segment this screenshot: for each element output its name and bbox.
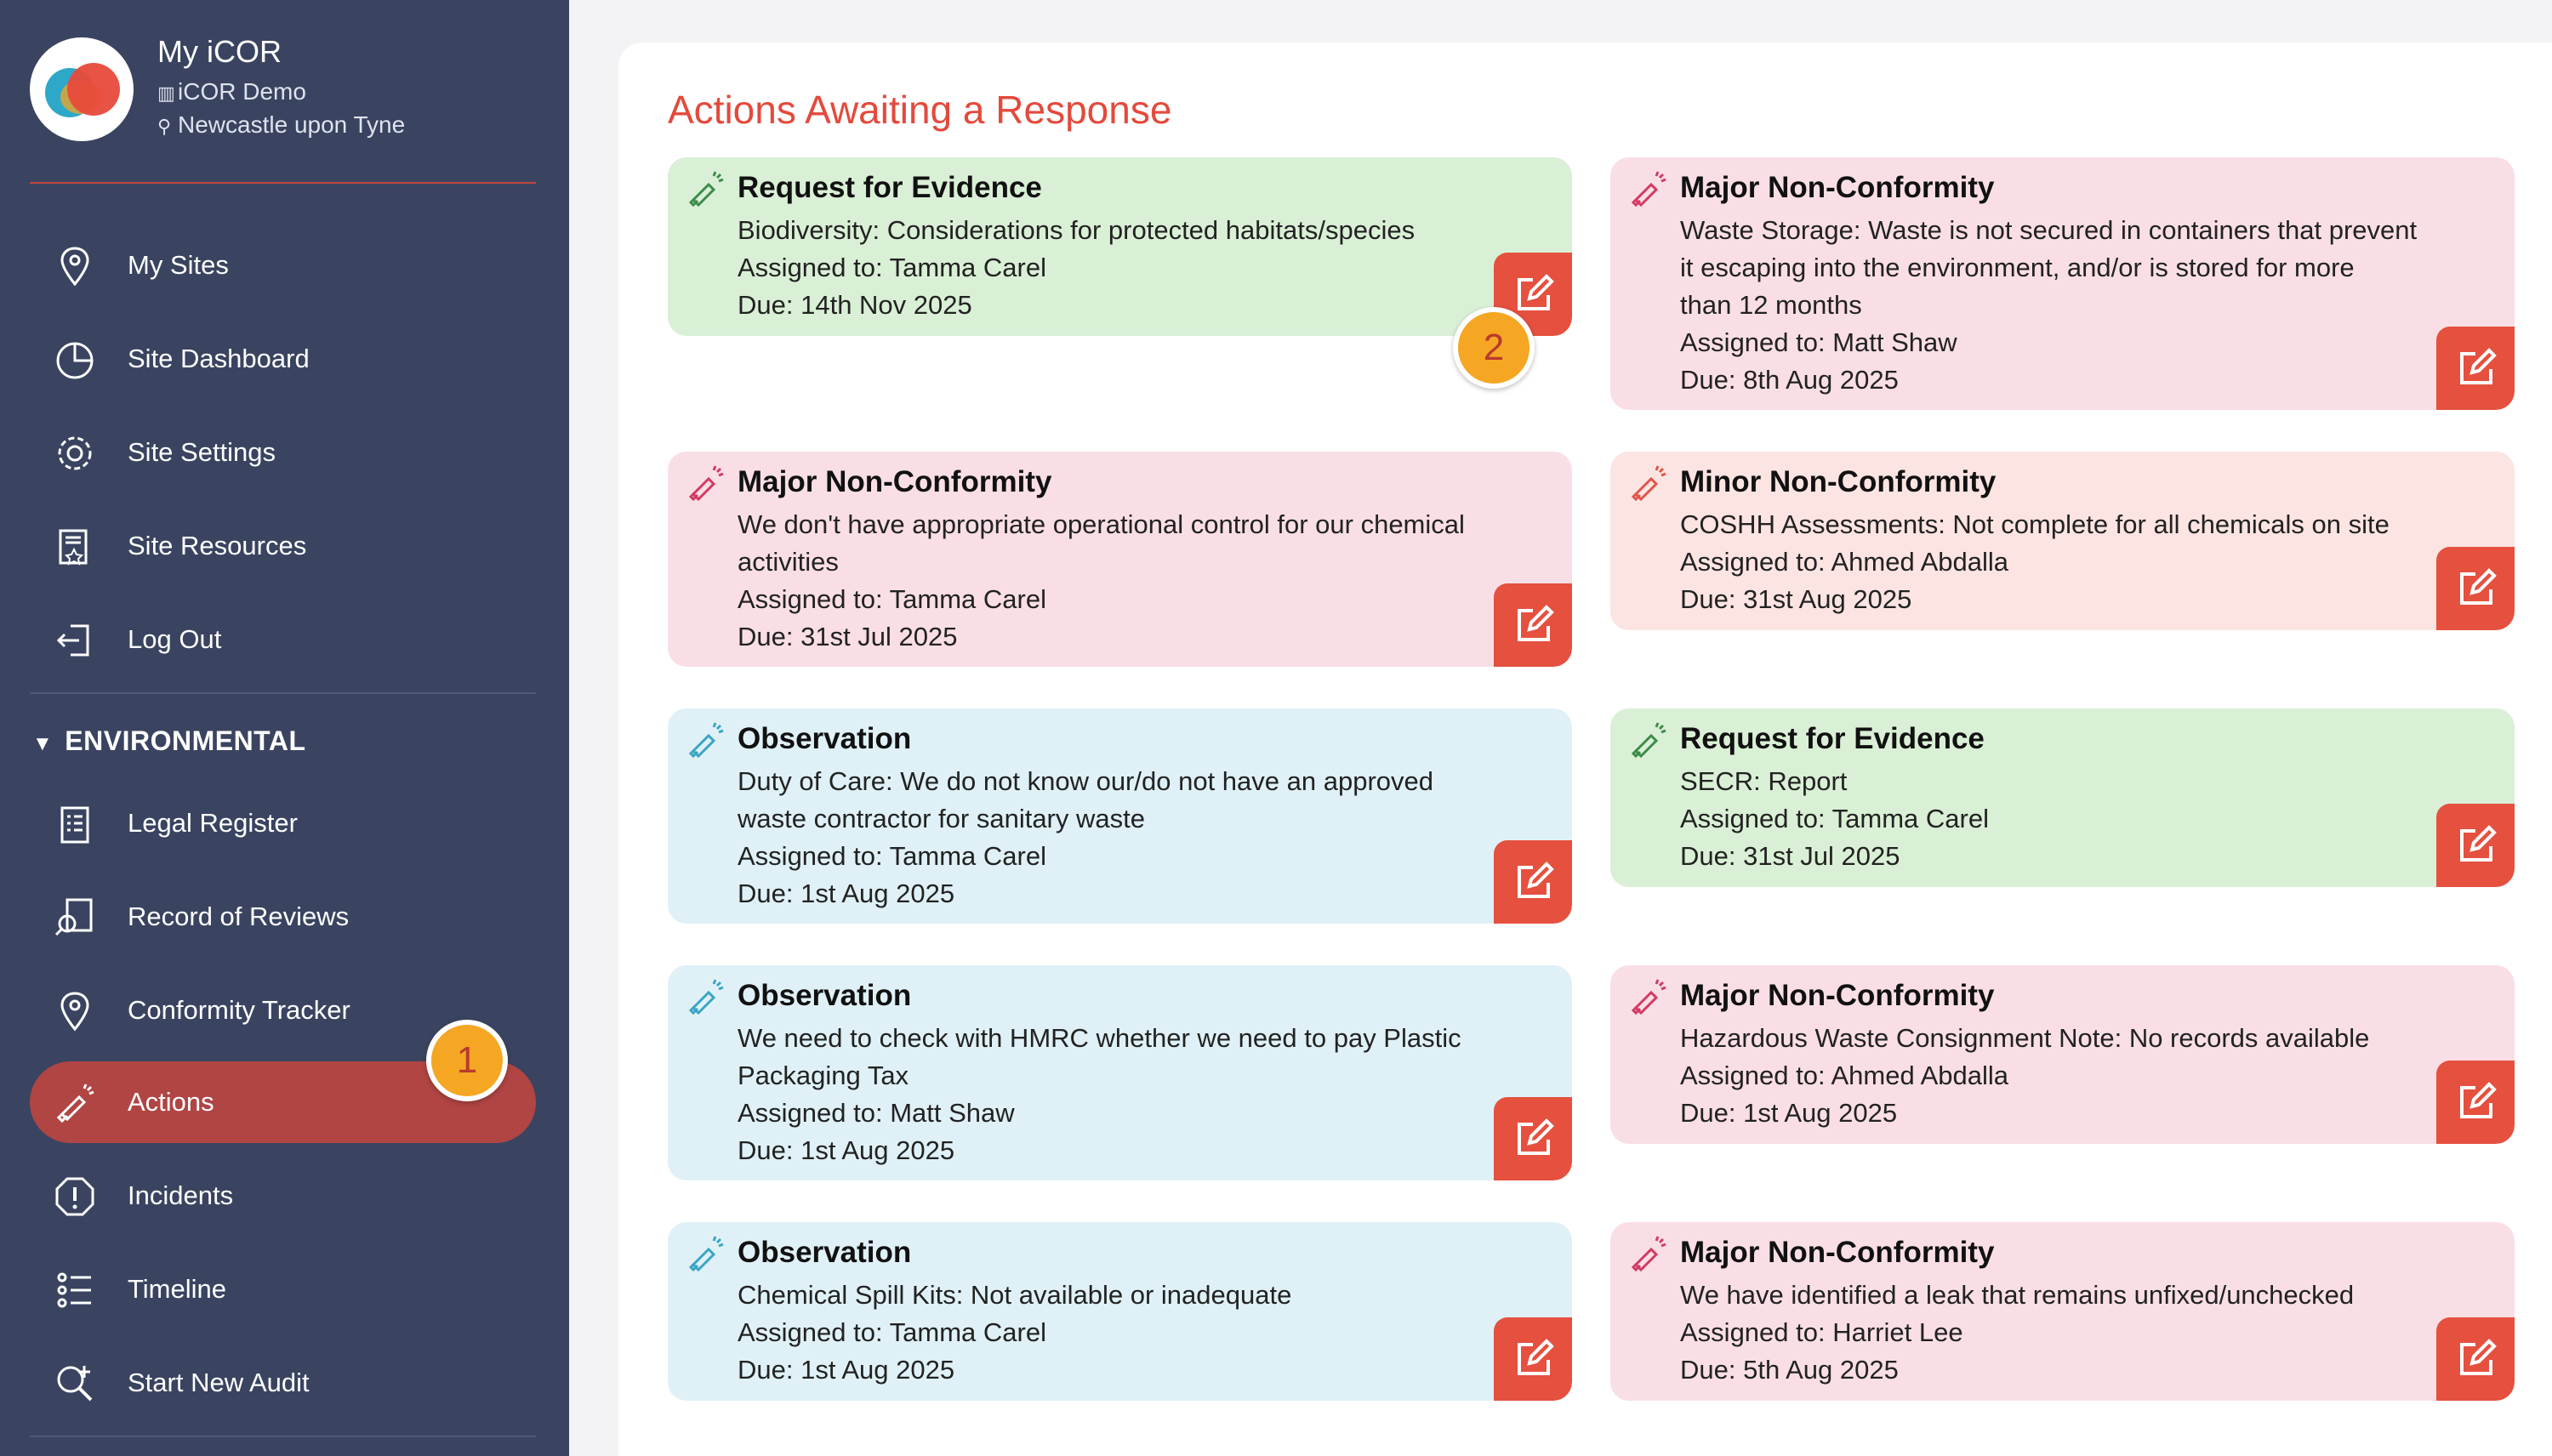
gear-icon: [52, 430, 98, 476]
action-description-line: Duty of Care: We do not know our/do not have an approved: [738, 766, 1433, 796]
pie-chart-icon: [52, 337, 98, 383]
profile-name: My iCOR: [157, 34, 282, 69]
action-assignee: Assigned to: Tamma Carel: [738, 1317, 1046, 1347]
sidebar: [0, 0, 569, 1456]
action-card[interactable]: [668, 1222, 1572, 1401]
action-details: [1680, 506, 2446, 618]
action-assignee: Assigned to: Matt Shaw: [1680, 327, 1957, 357]
action-description-line: Biodiversity: Considerations for protected habitats/species: [738, 215, 1416, 245]
nav-label: Timeline: [128, 1274, 226, 1304]
megaphone-icon: [685, 464, 726, 504]
nav-label: My Sites: [128, 250, 229, 280]
megaphone-icon: [1627, 1234, 1668, 1275]
nav-label: Start New Audit: [128, 1368, 310, 1397]
action-due-date: Due: 31st Jul 2025: [1680, 841, 1900, 871]
step-marker-1: 1: [426, 1020, 508, 1101]
edit-icon: [2453, 822, 2499, 868]
edit-action-button[interactable]: [2436, 327, 2515, 410]
edit-icon: [2453, 345, 2499, 391]
action-due-date: Due: 1st Aug 2025: [1680, 1098, 1898, 1128]
action-due-date: Due: 1st Aug 2025: [738, 1355, 955, 1385]
action-details: [1680, 1277, 2446, 1389]
action-card[interactable]: [668, 708, 1572, 924]
nav-divider: [30, 1436, 536, 1437]
timeline-icon: [52, 1267, 98, 1313]
action-details: [1680, 1020, 2446, 1132]
action-due-date: Due: 31st Aug 2025: [1680, 584, 1912, 614]
step-marker-2: 2: [1453, 307, 1535, 389]
review-search-icon: [52, 895, 98, 941]
megaphone-icon: [685, 977, 726, 1018]
megaphone-icon: [685, 1234, 726, 1275]
nav-timeline[interactable]: [30, 1248, 536, 1330]
nav-start-new-audit[interactable]: [30, 1342, 536, 1424]
nav-label: Conformity Tracker: [128, 995, 350, 1025]
nav-incidents[interactable]: [30, 1155, 536, 1237]
action-assignee: Assigned to: Matt Shaw: [738, 1098, 1015, 1128]
action-card[interactable]: [668, 157, 1572, 336]
action-description-line: We don't have appropriate operational control for our chemical: [738, 509, 1465, 539]
edit-icon: [1511, 859, 1557, 905]
nav-label: Site Settings: [128, 437, 276, 467]
action-details: [1680, 763, 2446, 875]
action-description-line: Chemical Spill Kits: Not available or inadequate: [738, 1280, 1292, 1310]
action-description-line: Waste Storage: Waste is not secured in containers that prevent: [1680, 215, 2418, 245]
edit-icon: [2453, 566, 2499, 611]
action-assignee: Assigned to: Harriet Lee: [1680, 1317, 1963, 1347]
section-environmental[interactable]: ▼ ENVIRONMENTAL: [32, 725, 306, 756]
action-details: [1680, 212, 2446, 399]
megaphone-icon: [685, 169, 726, 210]
megaphone-icon: [1627, 169, 1668, 210]
search-plus-icon: [52, 1361, 98, 1407]
action-description-line: Hazardous Waste Consignment Note: No records available: [1680, 1023, 2370, 1053]
edit-action-button[interactable]: [1494, 840, 1572, 924]
action-assignee: Assigned to: Ahmed Abdalla: [1680, 547, 2009, 577]
alert-octagon-icon: [52, 1174, 98, 1220]
edit-icon: [1511, 602, 1557, 648]
action-type: Request for Evidence: [1680, 722, 1985, 755]
action-assignee: Assigned to: Tamma Carel: [1680, 804, 1989, 833]
action-description-line: it escaping into the environment, and/or is stored for more: [1680, 253, 2355, 282]
profile-block[interactable]: [30, 34, 540, 153]
nav-label: Record of Reviews: [128, 901, 350, 931]
action-type: Request for Evidence: [738, 171, 1042, 204]
edit-icon: [2453, 1336, 2499, 1382]
action-card[interactable]: [1610, 157, 2515, 410]
action-card[interactable]: [1610, 708, 2515, 887]
action-description-line: Packaging Tax: [738, 1061, 909, 1090]
megaphone-icon: [1627, 464, 1668, 504]
nav-label: Incidents: [128, 1180, 234, 1210]
action-card[interactable]: [1610, 965, 2515, 1144]
resources-icon: [52, 524, 98, 570]
action-type: Observation: [738, 1236, 912, 1269]
action-assignee: Assigned to: Ahmed Abdalla: [1680, 1061, 2009, 1090]
nav-site-dashboard[interactable]: [30, 318, 536, 400]
action-type: Major Non-Conformity: [1680, 979, 1995, 1012]
action-type: Observation: [738, 722, 912, 755]
profile-org: ▥ iCOR Demo: [157, 78, 306, 105]
action-due-date: Due: 14th Nov 2025: [738, 290, 972, 320]
nav-label: Site Resources: [128, 531, 307, 560]
action-card[interactable]: [668, 965, 1572, 1180]
action-description-line: activities: [738, 547, 839, 577]
action-type: Major Non-Conformity: [738, 465, 1052, 498]
edit-icon: [2453, 1079, 2499, 1125]
action-type: Major Non-Conformity: [1680, 1236, 1995, 1269]
edit-action-button[interactable]: [1494, 583, 1572, 667]
action-due-date: Due: 5th Aug 2025: [1680, 1355, 1899, 1385]
logout-icon: [52, 617, 98, 663]
action-due-date: Due: 31st Jul 2025: [738, 622, 958, 651]
megaphone-icon: [685, 720, 726, 761]
clipboard-list-icon: [52, 801, 98, 847]
page-title: Actions Awaiting a Response: [668, 88, 1172, 132]
edit-action-button[interactable]: [2436, 804, 2515, 887]
action-type: Observation: [738, 979, 912, 1012]
edit-action-button[interactable]: [1494, 1097, 1572, 1180]
caret-down-icon: ▼: [32, 732, 54, 755]
action-description-line: We need to check with HMRC whether we need to pay Plastic: [738, 1023, 1461, 1053]
action-details: [738, 212, 1503, 324]
action-description-line: than 12 months: [1680, 290, 1862, 320]
edit-action-button[interactable]: [2436, 547, 2515, 630]
edit-action-button[interactable]: [2436, 1317, 2515, 1401]
megaphone-icon: [52, 1080, 98, 1126]
action-assignee: Assigned to: Tamma Carel: [738, 584, 1046, 614]
megaphone-icon: [1627, 720, 1668, 761]
map-pin-icon: [52, 243, 98, 289]
nav-label: Actions: [128, 1087, 214, 1117]
action-card[interactable]: [1610, 1222, 2515, 1401]
edit-icon: [1511, 271, 1557, 317]
edit-icon: [1511, 1116, 1557, 1162]
profile-location: ⚲ Newcastle upon Tyne: [157, 111, 406, 138]
profile-divider: [30, 182, 536, 184]
nav-label: Legal Register: [128, 808, 298, 838]
action-type: Minor Non-Conformity: [1680, 465, 1997, 498]
action-card[interactable]: [1610, 452, 2515, 630]
action-description-line: SECR: Report: [1680, 766, 1848, 796]
edit-action-button[interactable]: [2436, 1061, 2515, 1144]
edit-action-button[interactable]: [1494, 1317, 1572, 1401]
action-assignee: Assigned to: Tamma Carel: [738, 253, 1046, 282]
megaphone-icon: [1627, 977, 1668, 1018]
action-type: Major Non-Conformity: [1680, 171, 1995, 204]
building-icon: ▥: [157, 82, 175, 104]
action-details: [738, 763, 1503, 913]
edit-icon: [1511, 1336, 1557, 1382]
action-due-date: Due: 1st Aug 2025: [738, 1135, 955, 1165]
location-pin-icon: [52, 988, 98, 1034]
action-description-line: We have identified a leak that remains unfixed/unchecked: [1680, 1280, 2355, 1310]
location-pin-icon: ⚲: [157, 116, 172, 137]
nav-my-sites[interactable]: [30, 225, 536, 306]
action-details: [738, 506, 1503, 656]
action-details: [738, 1277, 1503, 1389]
action-due-date: Due: 1st Aug 2025: [738, 879, 955, 908]
nav-site-resources[interactable]: [30, 505, 536, 587]
nav-log-out[interactable]: [30, 599, 536, 680]
nav-legal-register[interactable]: [30, 782, 536, 864]
action-assignee: Assigned to: Tamma Carel: [738, 841, 1046, 871]
nav-divider: [30, 692, 536, 694]
action-card[interactable]: [668, 452, 1572, 667]
action-description-line: COSHH Assessments: Not complete for all chemicals on site: [1680, 509, 2390, 539]
nav-record-of-reviews[interactable]: [30, 876, 536, 958]
action-details: [738, 1020, 1503, 1169]
nav-site-settings[interactable]: [30, 412, 536, 493]
app-logo: [30, 37, 134, 141]
nav-label: Site Dashboard: [128, 344, 310, 373]
nav-label: Log Out: [128, 624, 222, 654]
action-due-date: Due: 8th Aug 2025: [1680, 365, 1899, 395]
action-description-line: waste contractor for sanitary waste: [738, 804, 1145, 833]
